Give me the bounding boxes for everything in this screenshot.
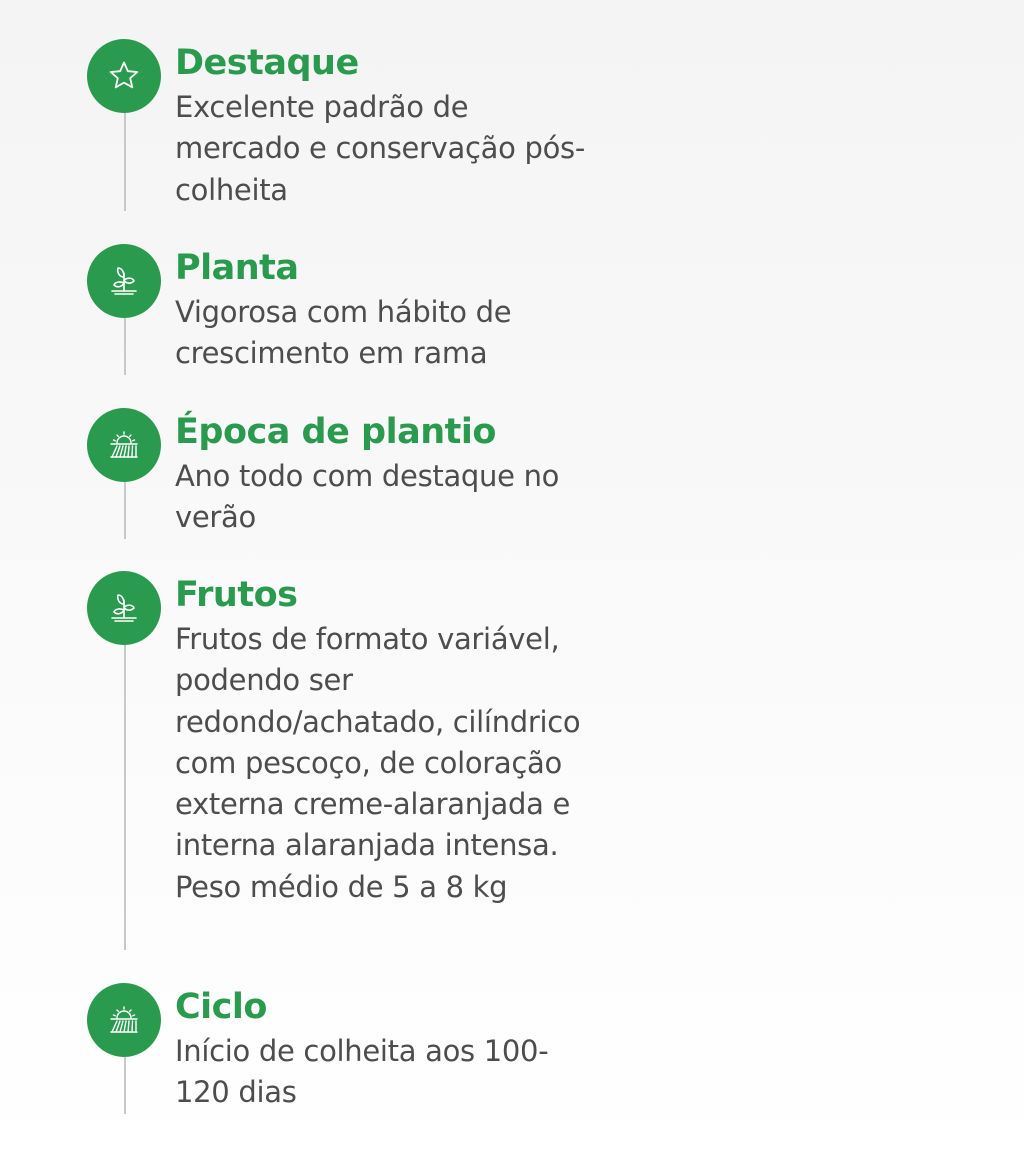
plant-sprout-icon [106, 263, 142, 299]
timeline-icon-badge [87, 408, 161, 482]
star-icon [106, 58, 142, 94]
item-title: Destaque [175, 43, 359, 83]
item-description: Vigorosa com hábito de crescimento em rama [175, 295, 512, 371]
timeline-connector [124, 113, 126, 211]
item-description: Início de colheita aos 100-120 dias [175, 1034, 549, 1110]
timeline-connector [124, 482, 126, 539]
item-title: Época de plantio [175, 412, 496, 452]
timeline-icon-badge [87, 244, 161, 318]
item-description: Excelente padrão de mercado e conservação pós-colheita [175, 90, 585, 207]
timeline-connector [124, 645, 126, 950]
timeline-icon-badge [87, 571, 161, 645]
item-title: Ciclo [175, 987, 267, 1027]
item-description: Frutos de formato variável, podendo ser redondo/achatado, cilíndrico com pescoço, de coloração externa creme-alaranjada e interna alaranjada intensa. Peso médio de 5 a 8 kg [175, 622, 581, 904]
item-title: Planta [175, 248, 299, 288]
field-sunrise-icon [106, 427, 142, 463]
timeline-icon-badge [87, 983, 161, 1057]
plant-sprout-icon [106, 590, 142, 626]
timeline-icon-badge [87, 39, 161, 113]
item-description: Ano todo com destaque no verão [175, 459, 560, 535]
timeline-connector [124, 318, 126, 375]
field-sunrise-icon [106, 1002, 142, 1038]
timeline-connector [124, 1057, 126, 1114]
item-title: Frutos [175, 575, 298, 615]
